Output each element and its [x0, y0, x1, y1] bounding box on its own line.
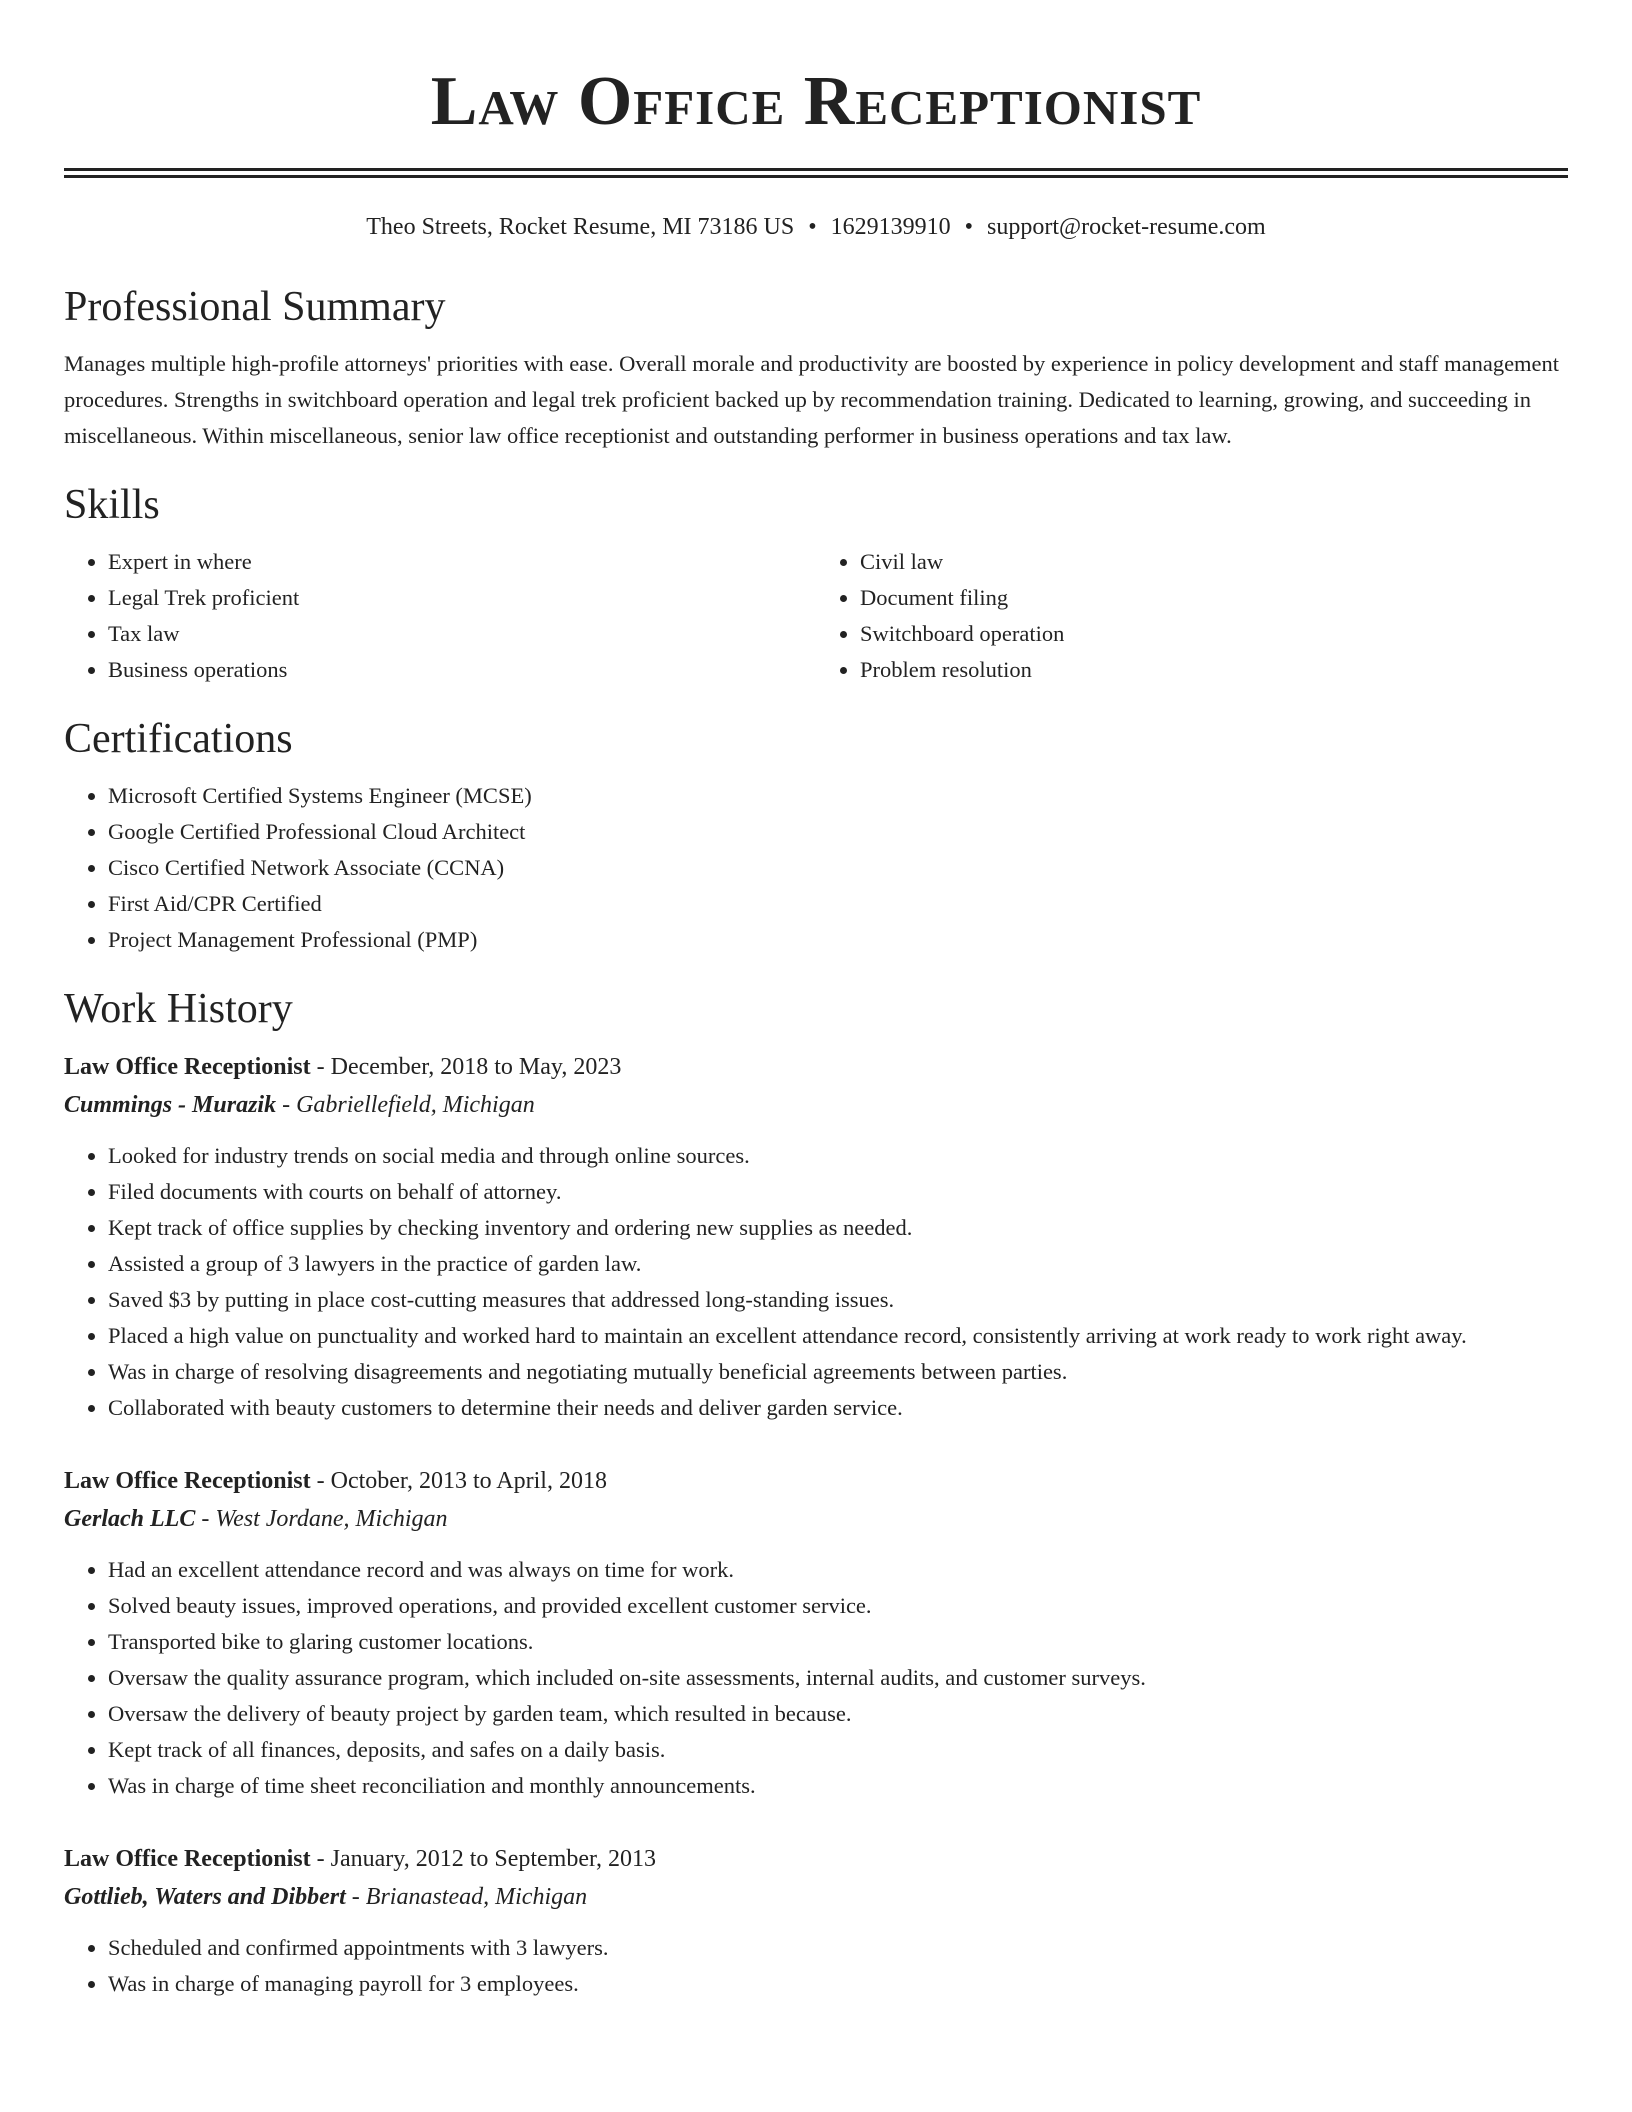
job-duty: • Oversaw the delivery of beauty project by garden team, which resulted in because. — [108, 1696, 1568, 1732]
skills-list-left — [64, 544, 816, 688]
contact-phone: 1629139910 — [830, 214, 951, 240]
dash: - — [310, 1846, 331, 1872]
skill-item: • Civil law — [860, 544, 1568, 580]
company-name: Gottlieb, Waters and Dibbert — [64, 1884, 346, 1910]
skills-columns — [64, 544, 1568, 688]
job-duty: • Had an excellent attendance record and was always on time for work. — [108, 1552, 1568, 1588]
job-location: Gabriellefield, Michigan — [296, 1092, 535, 1118]
job-duties-list — [64, 1552, 1568, 1804]
job-duty: • Kept track of office supplies by checking inventory and ordering new supplies as needed. — [108, 1210, 1568, 1246]
skill-item: • Problem resolution — [860, 652, 1568, 688]
job-title: Law Office Receptionist — [64, 1846, 311, 1872]
job-duty: • Saved $3 by putting in place cost-cutting measures that addressed long-standing issues. — [108, 1282, 1568, 1318]
dash: - — [276, 1092, 297, 1118]
contact-separator: • — [964, 214, 974, 240]
job-dates: October, 2013 to April, 2018 — [330, 1468, 607, 1494]
job-duties-list — [64, 1930, 1568, 2002]
dash: - — [345, 1884, 366, 1910]
skill-item: • Legal Trek proficient — [108, 580, 816, 616]
skill-item: • Expert in where — [108, 544, 816, 580]
job-duty: • Kept track of all finances, deposits, and safes on a daily basis. — [108, 1732, 1568, 1768]
job-entry — [64, 1840, 1568, 2002]
dash: - — [310, 1468, 331, 1494]
job-title-line — [64, 1840, 1568, 1878]
contact-separator: • — [808, 214, 817, 240]
job-duties-list — [64, 1138, 1568, 1426]
job-duty: • Filed documents with courts on behalf of attorney. — [108, 1174, 1568, 1210]
company-line — [64, 1500, 1568, 1538]
job-duty: • Looked for industry trends on social media and through online sources. — [108, 1138, 1568, 1174]
skill-item: • Document filing — [860, 580, 1568, 616]
resume-title: Law Office Receptionist — [430, 63, 1202, 140]
job-duty: • Was in charge of resolving disagreements and negotiating mutually beneficial agreements between parties. — [108, 1354, 1568, 1390]
certification-item: • Google Certified Professional Cloud Architect — [108, 814, 1568, 850]
skills-list-right — [816, 544, 1568, 688]
summary-heading: Professional Summary — [64, 284, 446, 330]
dash: - — [310, 1054, 331, 1080]
work-history-heading: Work History — [64, 986, 293, 1032]
skills-heading: Skills — [64, 482, 160, 528]
job-duty: • Collaborated with beauty customers to determine their needs and deliver garden service. — [108, 1390, 1568, 1426]
skill-item: • Business operations — [108, 652, 816, 688]
job-entry — [64, 1462, 1568, 1804]
job-location: West Jordane, Michigan — [215, 1506, 448, 1532]
job-duty: • Oversaw the quality assurance program, which included on-site assessments, internal audits, and customer surveys. — [108, 1660, 1568, 1696]
certification-item: • First Aid/CPR Certified — [108, 886, 1568, 922]
company-name: Cummings - Murazik — [64, 1092, 277, 1118]
job-duty: • Assisted a group of 3 lawyers in the practice of garden law. — [108, 1246, 1568, 1282]
job-duty: • Placed a high value on punctuality and worked hard to maintain an excellent attendance record, consistently arriving at work ready to work right away. — [108, 1318, 1568, 1354]
title-double-rule — [64, 168, 1568, 178]
certifications-heading: Certifications — [64, 716, 293, 762]
certification-item: • Microsoft Certified Systems Engineer (MCSE) — [108, 778, 1568, 814]
job-dates: January, 2012 to September, 2013 — [330, 1846, 657, 1872]
job-duty: • Scheduled and confirmed appointments with 3 lawyers. — [108, 1930, 1568, 1966]
certification-item: • Cisco Certified Network Associate (CCNA) — [108, 850, 1568, 886]
job-location: Brianastead, Michigan — [365, 1884, 588, 1910]
job-title-line — [64, 1048, 1568, 1086]
certification-item: • Project Management Professional (PMP) — [108, 922, 1568, 958]
job-entry — [64, 1048, 1568, 1426]
contact-email: support@rocket-resume.com — [987, 214, 1266, 240]
skill-item: • Switchboard operation — [860, 616, 1568, 652]
job-duty: • Was in charge of managing payroll for 3 employees. — [108, 1966, 1568, 2002]
contact-line — [64, 212, 1568, 242]
certifications-list — [64, 778, 1568, 958]
company-name: Gerlach LLC — [64, 1506, 196, 1532]
company-line — [64, 1086, 1568, 1124]
summary-text: Manages multiple high-profile attorneys' priorities with ease. Overall morale and productivity are boosted by experience in policy development and staff management procedures. Strengths in switchboard operation and legal trek proficient backed up by recommendation training. Dedicated to learning, growing, and succeeding in miscellaneous. Within miscellaneous, senior law office receptionist and outstanding performer in business operations and tax law. — [64, 351, 1560, 448]
job-duty: • Transported bike to glaring customer locations. — [108, 1624, 1568, 1660]
job-duty: • Was in charge of time sheet reconciliation and monthly announcements. — [108, 1768, 1568, 1804]
job-duty: • Solved beauty issues, improved operations, and provided excellent customer service. — [108, 1588, 1568, 1624]
resume-page — [64, 0, 1568, 2002]
job-title-line — [64, 1462, 1568, 1500]
job-dates: December, 2018 to May, 2023 — [330, 1054, 622, 1080]
job-title: Law Office Receptionist — [64, 1468, 311, 1494]
skill-item: • Tax law — [108, 616, 816, 652]
job-title: Law Office Receptionist — [64, 1054, 311, 1080]
company-line — [64, 1878, 1568, 1916]
dash: - — [195, 1506, 216, 1532]
contact-address: Theo Streets, Rocket Resume, MI 73186 US — [366, 214, 795, 240]
